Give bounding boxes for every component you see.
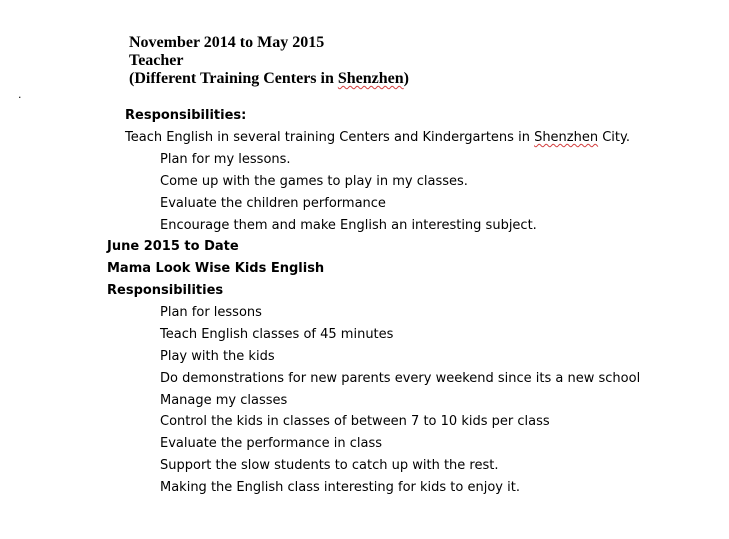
job1-title: Teacher <box>129 52 184 69</box>
job1-intro <box>125 130 630 146</box>
job2-item: Evaluate the performance in class <box>160 436 383 451</box>
job1-item: Plan for my lessons. <box>160 152 291 167</box>
stray-mark: . <box>18 88 22 101</box>
job2-item: Teach English classes of 45 minutes <box>160 327 394 342</box>
job2-item: Manage my classes <box>160 393 288 408</box>
job2-item: Do demonstrations for new parents every weekend since its a new school <box>160 371 641 386</box>
job1-company-prefix: (Different Training Centers in <box>129 70 338 87</box>
job1-resp-heading: Responsibilities: <box>125 108 247 123</box>
job1-intro-prefix: Teach English in several training Centers and Kindergartens in <box>125 130 535 145</box>
job1-intro-suffix: City. <box>598 130 630 145</box>
job1-item: Evaluate the children performance <box>160 196 386 211</box>
job1-item: Encourage them and make English an interesting subject. <box>160 218 537 233</box>
job1-company-city: Shenzhen <box>337 70 404 87</box>
job2-item: Play with the kids <box>160 349 275 364</box>
job2-item: Plan for lessons <box>160 305 262 320</box>
job2-company: Mama Look Wise Kids English <box>107 261 325 276</box>
job1-item: Come up with the games to play in my classes. <box>160 174 468 189</box>
job1-company <box>129 69 409 88</box>
job1-company-suffix: ) <box>403 70 409 87</box>
job2-resp-heading: Responsibilities <box>107 283 224 298</box>
job2-period: June 2015 to Date <box>107 239 239 254</box>
job2-item: Support the slow students to catch up with the rest. <box>160 458 499 473</box>
job2-item: Control the kids in classes of between 7 to 10 kids per class <box>160 414 550 429</box>
job1-period: November 2014 to May 2015 <box>129 34 325 51</box>
job1-intro-city: Shenzhen <box>534 130 599 145</box>
job2-item: Making the English class interesting for kids to enjoy it. <box>160 480 520 495</box>
